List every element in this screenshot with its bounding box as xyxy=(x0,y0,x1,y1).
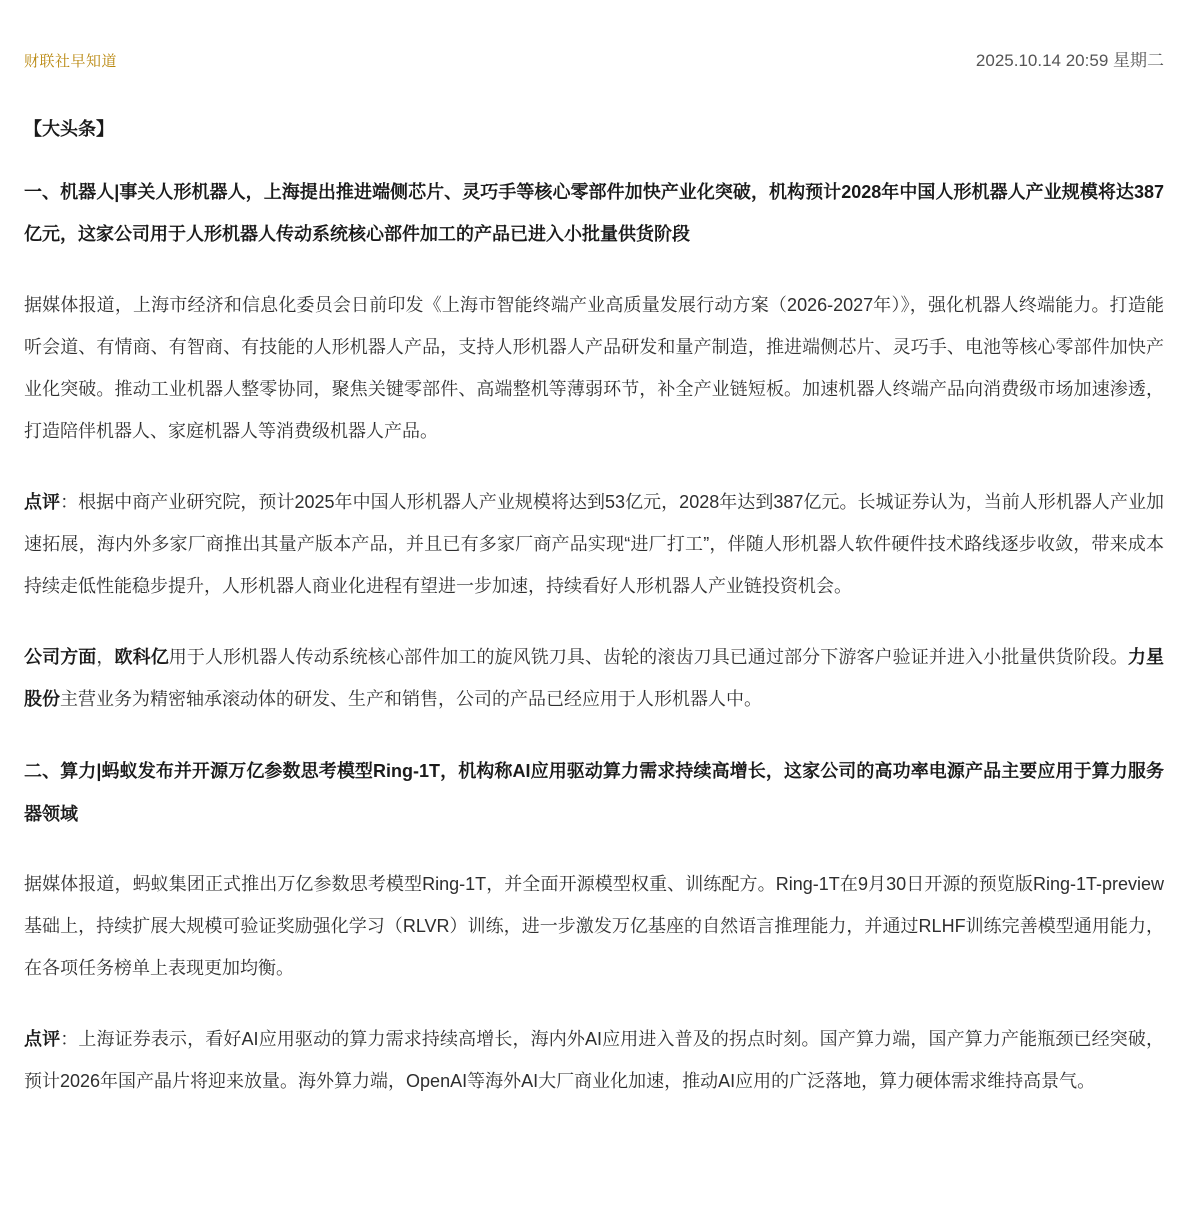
article-1-headline: 一、机器人|事关人形机器人，上海提出推进端侧芯片、灵巧手等核心零部件加快产业化突破，机构预计2028年中国人形机器人产业规模将达387亿元，这家公司用于人形机器人传动系统核心部件加工的产品已进入小批量供货阶段 xyxy=(24,182,1164,245)
article-2-headline: 二、算力|蚂蚁发布并开源万亿参数思考模型Ring-1T，机构称AI应用驱动算力需求持续高增长，这家公司的高功率电源产品主要应用于算力服务器领域 xyxy=(24,761,1164,824)
company-separator: ， xyxy=(96,646,115,667)
article-1-companies xyxy=(24,636,1164,721)
company-section-label: 公司方面 xyxy=(24,646,97,667)
datetime-label: 2025.10.14 20:59 星期二 xyxy=(975,51,1164,70)
section-heading: 【大头条】 xyxy=(24,119,114,139)
article-2-comment xyxy=(24,1018,1164,1103)
article-2-report: 据媒体报道，蚂蚁集团正式推出万亿参数思考模型Ring-1T，并全面开源模型权重、训练配方。Ring-1T在9月30日开源的预览版Ring-1T-preview基础上，持续扩展大规模可验证奖励强化学习（RLVR）训练，进一步激发万亿基座的自然语言推理能力，并通过RLHF训练完善模型通用能力，在各项任务榜单上表现更加均衡。 xyxy=(24,873,1164,979)
article-1-comment xyxy=(24,481,1164,608)
company-text-1: 用于人形机器人传动系统核心部件加工的旋风铣刀具、齿轮的滚齿刀具已通过部分下游客户验证并进入小批量供货阶段。 xyxy=(168,646,1128,667)
brand-title: 财联社早知道 xyxy=(24,53,118,70)
company-name-1: 欧科亿 xyxy=(114,646,169,667)
article-1-comment-label: 点评 xyxy=(24,491,61,512)
page-header xyxy=(24,46,1164,71)
company-name-2: 力星股份 xyxy=(24,646,1165,709)
company-text-2: 主营业务为精密轴承滚动体的研发、生产和销售，公司的产品已经应用于人形机器人中。 xyxy=(60,688,762,709)
article-1-report: 据媒体报道，上海市经济和信息化委员会日前印发《上海市智能终端产业高质量发展行动方案（2026-2027年）》，强化机器人终端能力。打造能听会道、有情商、有智商、有技能的人形机器人产品，支持人形机器人产品研发和量产制造，推进端侧芯片、灵巧手、电池等核心零部件加快产业化突破。推动工业机器人整零协同，聚焦关键零部件、高端整机等薄弱环节，补全产业链短板。加速机器人终端产品向消费级市场加速渗透，打造陪伴机器人、家庭机器人等消费级机器人产品。 xyxy=(24,294,1164,442)
article-2-comment-text: ：上海证券表示，看好AI应用驱动的算力需求持续高增长，海内外AI应用进入普及的拐点时刻。国产算力端，国产算力产能瓶颈已经突破，预计2026年国产晶片将迎来放量。海外算力端，OpenAI等海外AI大厂商业化加速，推动AI应用的广泛落地，算力硬体需求维持高景气。 xyxy=(24,1028,1164,1092)
article-2-comment-label: 点评 xyxy=(24,1028,61,1049)
article-1-comment-text: ：根据中商产业研究院，预计2025年中国人形机器人产业规模将达到53亿元，2028年达到387亿元。长城证券认为，当前人形机器人产业加速拓展，海内外多家厂商推出其量产版本产品，并且已有多家厂商产品实现“进厂打工”，伴随人形机器人软件硬件技术路线逐步收敛，带来成本持续走低性能稳步提升，人形机器人商业化进程有望进一步加速，持续看好人形机器人产业链投资机会。 xyxy=(24,491,1165,597)
